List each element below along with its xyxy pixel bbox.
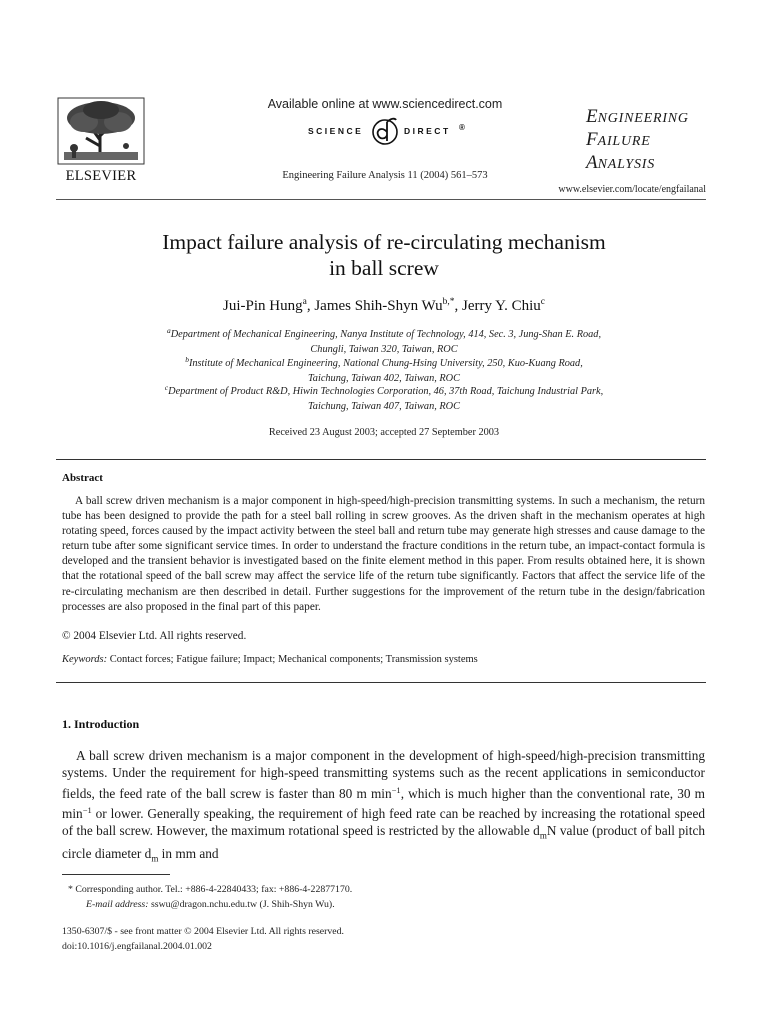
author-separator: , xyxy=(306,298,315,314)
journal-name-line-1 xyxy=(586,106,726,129)
affiliation-mark: a xyxy=(166,326,171,335)
journal-name-line-2-initial: F xyxy=(586,129,598,150)
introduction-paragraph xyxy=(62,747,705,868)
sciencedirect-logo[interactable] xyxy=(262,114,512,148)
abstract-paragraph: A ball screw driven mechanism is a major component in high-speed/high-precision transmitting systems. In such a mechanism, the return tube has been designed to provide the path for a steel ball rolling in screw grooves. As the driven shaft in the mechanism operates at high rotating speed, forces caused by the impact activity between the steel ball and return tube may generate high stresses and cause damage to the return tube after some significant service times. In order to understand the fracture conditions in the return tube, an impact-contact formula is developed and the transient behavior is investigated based on the finite element method in this paper. From results obtained here, it is shown that the rotational speed of the ball screw may affect the service life of the return tube significantly. Factors that affect the service life of the re-circulating mechanism are then described in detail. Further suggestions for the improvement of the return tube in the design/fabrication processes are also proposed in the final part of this paper. xyxy=(62,495,705,613)
registered-mark-icon: ® xyxy=(459,123,465,132)
footnote-divider xyxy=(62,874,170,875)
abstract-heading: Abstract xyxy=(62,472,103,484)
introduction-body xyxy=(62,747,705,868)
affiliation-mark: c xyxy=(164,383,169,392)
affiliation-mark: b xyxy=(185,355,189,364)
author-list xyxy=(56,297,712,315)
sciencedirect-word-right: DIRECT xyxy=(404,126,451,136)
intro-text-part: A ball screw driven mechanism is a major component in the development of high-speed/high-precision transmitting systems. Under the requirement for high-speed transmitting systems such as the recent applications in semiconductor fields, the feed rate of the ball screw is faster than 80 m min xyxy=(62,748,705,801)
intro-text-part: N value (product of ball pitch circle diameter d xyxy=(62,823,705,862)
journal-name-line-1-rest: NGINEERING xyxy=(597,111,689,126)
issn-line: 1350-6307/$ - see front matter © 2004 Elsevier Ltd. All rights reserved. xyxy=(62,926,344,937)
publisher-name: ELSEVIER xyxy=(65,168,137,184)
author-affiliation-mark[interactable]: a xyxy=(302,297,307,307)
journal-url-link[interactable]: www.elsevier.com/locate/engfailanal xyxy=(558,184,706,195)
intro-text-part: in mm and xyxy=(158,846,219,862)
affiliation-line-1 xyxy=(56,324,712,343)
journal-name-line-3-initial: A xyxy=(586,152,598,173)
abstract-bottom-divider xyxy=(56,682,706,683)
math-subscript: m xyxy=(539,830,547,841)
affiliation-text: Department of Product R&D, Hiwin Technologies Corporation, 46, 37th Road, Taichung Industrial Park, xyxy=(168,386,604,397)
affiliation-line-2: Chungli, Taiwan 320, Taiwan, ROC xyxy=(310,343,458,355)
affiliation-text: Department of Mechanical Engineering, Nanya Institute of Technology, 414, Sec. 3, Jung-Shan E. Road, xyxy=(170,329,602,340)
article-title xyxy=(56,229,712,281)
header-divider xyxy=(56,199,706,200)
affiliation-text: Institute of Mechanical Engineering, National Chung-Hsing University, 250, Kuo-Kuang Road, xyxy=(188,358,583,369)
affiliation-line-1 xyxy=(56,353,712,372)
email-address-link[interactable]: sswu@dragon.nchu.edu.tw (J. Shih-Shyn Wu). xyxy=(148,899,335,910)
elsevier-tree-icon xyxy=(56,96,146,166)
unit-exponent: −1 xyxy=(391,784,401,795)
journal-name-line-1-initial: E xyxy=(586,106,598,127)
keywords xyxy=(62,654,705,665)
author-name: James Shih-Shyn Wu xyxy=(314,298,443,314)
keywords-list: Contact forces; Fatigue failure; Impact; Mechanical components; Transmission systems xyxy=(109,654,478,665)
author-separator: , xyxy=(454,298,462,314)
section-heading-introduction: 1. Introduction xyxy=(62,717,140,731)
affiliation-line-2: Taichung, Taiwan 407, Taiwan, ROC xyxy=(308,400,460,412)
journal-name-line-3 xyxy=(586,152,726,175)
article-title-line-1: Impact failure analysis of re-circulating mechanism xyxy=(162,230,606,254)
affiliation-line-1 xyxy=(56,381,712,400)
keywords-label: Keywords: xyxy=(62,654,108,665)
intro-text-part: or lower. Generally speaking, the requirement of high feed rate can be reached by increasing the rotational speed of the ball screw. However, the maximum rotational speed is restricted by the allowable d xyxy=(62,805,705,839)
email-label: E-mail address: xyxy=(86,899,149,910)
elsevier-logo xyxy=(56,96,146,188)
journal-name-line-2-rest: AILURE xyxy=(597,134,651,149)
author-affiliation-mark[interactable]: b,* xyxy=(442,297,455,307)
sciencedirect-d-icon xyxy=(370,114,400,148)
intro-text-part: , which is much higher than the conventional rate, 30 m min xyxy=(62,785,706,821)
doi-link[interactable]: doi:10.1016/j.engfailanal.2004.01.002 xyxy=(62,941,212,952)
available-online-link[interactable]: Available online at www.sciencedirect.com xyxy=(267,97,503,111)
abstract-copyright: © 2004 Elsevier Ltd. All rights reserved. xyxy=(62,630,247,642)
article-title-line-2: in ball screw xyxy=(329,256,439,280)
sciencedirect-word-left: SCIENCE xyxy=(308,126,364,136)
journal-name xyxy=(586,106,726,175)
unit-exponent: −1 xyxy=(82,804,92,815)
author-affiliation-mark[interactable]: c xyxy=(540,297,545,307)
footnote-corresponding: * Corresponding author. Tel.: +886-4-22840433; fax: +886-4-22877170. xyxy=(68,884,353,895)
abstract-body xyxy=(62,494,705,615)
abstract-top-divider xyxy=(56,459,706,460)
journal-name-line-3-rest: NALYSIS xyxy=(597,157,656,172)
journal-citation: Engineering Failure Analysis 11 (2004) 561–573 xyxy=(282,170,488,181)
affiliation-c xyxy=(56,381,712,414)
footnote-email xyxy=(62,899,729,910)
author-name: Jerry Y. Chiu xyxy=(462,298,541,314)
author-name: Jui-Pin Hung xyxy=(223,298,303,314)
received-dates: Received 23 August 2003; accepted 27 September 2003 xyxy=(268,427,500,438)
affiliation-line-2: Taichung, Taiwan 402, Taiwan, ROC xyxy=(308,372,460,384)
math-subscript: m xyxy=(151,853,159,864)
journal-name-line-2 xyxy=(586,129,726,152)
